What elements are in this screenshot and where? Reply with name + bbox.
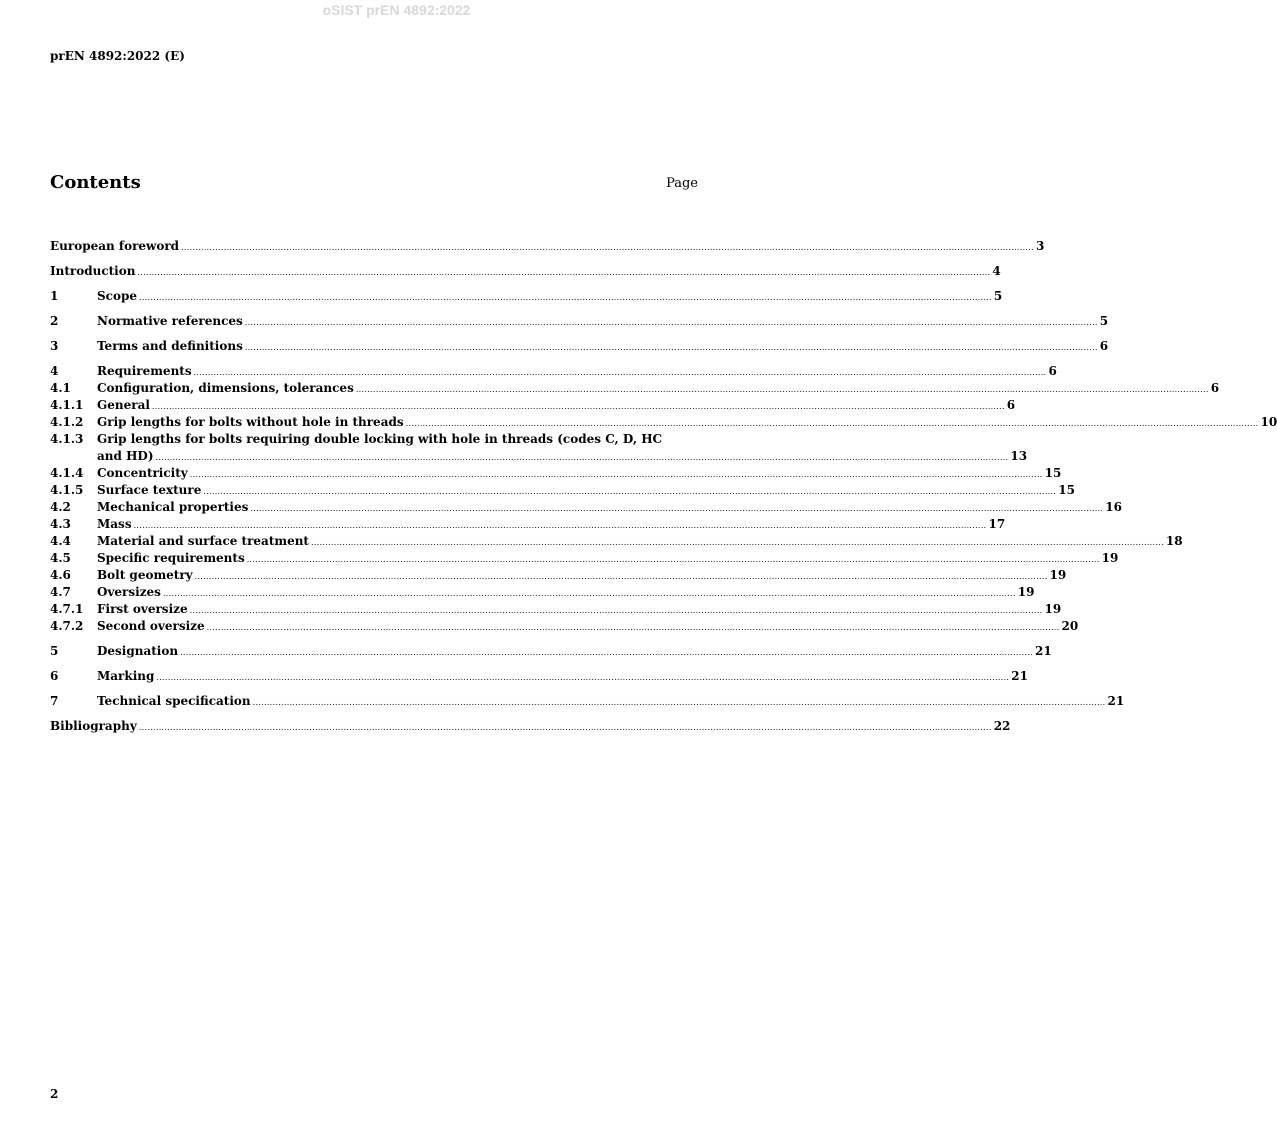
watermark: oSIST prEN 4892:2022 (322, 2, 471, 18)
toc-entry-page: 19 (1044, 602, 1062, 616)
toc-entry-number: 4.1.1 (50, 398, 84, 412)
toc-entry-number: 4.7 (50, 585, 71, 599)
toc-entry-page: 21 (1011, 669, 1028, 683)
toc-entry-label: Normative references (97, 314, 243, 328)
toc-entry-label: Configuration, dimensions, tolerances (97, 381, 354, 395)
toc-leader-dots: ............................................................................................................................................................................................................................................................................................................ (189, 606, 1043, 615)
toc-entry-label: Bibliography (50, 719, 137, 733)
toc-entry-page: 5 (1099, 314, 1109, 328)
toc-entry-page: 19 (1049, 568, 1067, 582)
toc-entry-page: 13 (1010, 449, 1028, 463)
toc-entry-label: Terms and definitions (97, 339, 243, 353)
toc-entry-number: 1 (50, 289, 59, 303)
toc-leader-dots: ............................................................................................................................................................................................................................................................................................................ (194, 572, 1048, 581)
toc-entry-label: Oversizes (97, 585, 161, 599)
toc-leader-dots: ............................................................................................................................................................................................................................................................................................................ (252, 698, 1106, 707)
toc-leader-dots: ............................................................................................................................................................................................................................................................................................................ (206, 623, 1060, 632)
toc-leader-dots: ............................................................................................................................................................................................................................................................................................................ (155, 453, 1009, 462)
toc-entry-label: Material and surface treatment (97, 534, 309, 548)
toc-entry-number: 4.1.5 (50, 483, 84, 497)
toc-entry[interactable] (50, 380, 1220, 397)
toc-entry-label: Designation (97, 644, 179, 658)
toc-leader-dots: ............................................................................................................................................................................................................................................................................................................ (244, 318, 1098, 327)
toc-entry-label: Mechanical properties (97, 500, 249, 514)
toc-entry-page: 19 (1101, 551, 1119, 565)
toc-leader-dots: ............................................................................................................................................................................................................................................................................................................ (355, 385, 1209, 394)
toc-entry-label: Concentricity (97, 466, 188, 480)
toc-entry-label: European foreword (50, 239, 180, 253)
toc-entry[interactable] (50, 363, 1057, 380)
toc-entry[interactable] (50, 482, 1075, 499)
toc-entry-label: Introduction (50, 264, 136, 278)
toc-leader-dots: ............................................................................................................................................................................................................................................................................................................ (181, 243, 1034, 252)
toc-entry-number: 4.7.1 (50, 602, 84, 616)
toc-entry[interactable] (50, 465, 1062, 482)
toc-entry-label: Grip lengths for bolts without hole in threads (97, 415, 404, 429)
toc-entry-label: Technical specification (97, 694, 251, 708)
toc-leader-dots: ............................................................................................................................................................................................................................................................................................................ (137, 268, 991, 277)
toc-entry-number: 4.1.4 (50, 466, 84, 480)
toc-entry-page: 6 (1099, 339, 1109, 353)
toc-entry-page: 22 (993, 719, 1011, 733)
toc-entry[interactable] (50, 288, 1003, 305)
toc-entry-label: Specific requirements (97, 551, 245, 565)
toc-leader-dots: ............................................................................................................................................................................................................................................................................................................ (180, 648, 1033, 657)
toc-leader-dots: ............................................................................................................................................................................................................................................................................................................ (246, 555, 1100, 564)
toc-entry[interactable] (50, 584, 1035, 601)
toc-entry[interactable] (50, 718, 1011, 735)
toc-entry[interactable] (50, 338, 1109, 355)
toc-entry-page: 4 (992, 264, 1001, 278)
toc-entry-page: 3 (1035, 239, 1045, 253)
toc-entry-label: Surface texture (97, 483, 202, 497)
toc-entry-number: 6 (50, 669, 59, 683)
toc-entry-number: 4.1.2 (50, 415, 84, 429)
toc-leader-dots: ............................................................................................................................................................................................................................................................................................................ (193, 368, 1047, 377)
toc-leader-dots: ............................................................................................................................................................................................................................................................................................................ (151, 402, 1005, 411)
toc-entry-page: 19 (1017, 585, 1035, 599)
toc-leader-dots: ............................................................................................................................................................................................................................................................................................................ (405, 419, 1259, 428)
toc-entry-label: First oversize (97, 602, 188, 616)
toc-entry[interactable] (50, 567, 1067, 584)
toc-entry[interactable] (50, 668, 1028, 685)
toc-leader-dots: ............................................................................................................................................................................................................................................................................................................ (244, 343, 1098, 352)
toc-entry-page: 15 (1058, 483, 1075, 497)
toc-leader-dots: ............................................................................................................................................................................................................................................................................................................ (133, 521, 987, 530)
toc-entry[interactable] (50, 550, 1119, 567)
toc-entry[interactable] (50, 516, 1006, 533)
toc-entry[interactable] (50, 601, 1062, 618)
toc-entry-page: 21 (1107, 694, 1125, 708)
toc-entry-page: 20 (1061, 619, 1079, 633)
toc-entry-number: 7 (50, 694, 59, 708)
toc-entry-number: 3 (50, 339, 59, 353)
toc-entry-number: 4.1.3 (50, 432, 84, 446)
toc-entry-page: 16 (1105, 500, 1122, 514)
toc-entry-number: 2 (50, 314, 59, 328)
toc-entry-number: 4.6 (50, 568, 71, 582)
page-number: 2 (50, 1087, 59, 1101)
toc-leader-dots: ............................................................................................................................................................................................................................................................................................................ (156, 673, 1010, 682)
toc-entry[interactable] (50, 693, 1125, 710)
toc-entry-page: 21 (1034, 644, 1052, 658)
toc-entry-label: Second oversize (97, 619, 205, 633)
toc-entry-page: 10 (1260, 415, 1277, 429)
document-id: prEN 4892:2022 (E) (50, 49, 185, 63)
toc-entry-number: 4.7.2 (50, 619, 84, 633)
toc-entry-label: Marking (97, 669, 155, 683)
toc-entry-page: 15 (1044, 466, 1062, 480)
toc-leader-dots: ............................................................................................................................................................................................................................................................................................................ (139, 293, 992, 302)
toc-entry[interactable] (50, 499, 1122, 516)
toc-entry-page: 6 (1210, 381, 1220, 395)
toc-entry[interactable] (50, 238, 1045, 255)
toc-entry-page: 18 (1165, 534, 1183, 548)
toc-entry-label: Scope (97, 289, 138, 303)
toc-entry-label: Bolt geometry (97, 568, 193, 582)
toc-entry-number: 4.2 (50, 500, 71, 514)
toc-leader-dots: ............................................................................................................................................................................................................................................................................................................ (310, 538, 1164, 547)
toc-entry[interactable] (50, 414, 1277, 431)
contents-title: Contents (50, 172, 141, 193)
toc-entry-label: General (97, 398, 150, 412)
toc-leader-dots: ............................................................................................................................................................................................................................................................................................................ (138, 723, 992, 732)
toc-entry-number: 4.3 (50, 517, 71, 531)
toc-entry[interactable] (50, 431, 1028, 465)
toc-leader-dots: ............................................................................................................................................................................................................................................................................................................ (189, 470, 1043, 479)
toc-entry-number: 5 (50, 644, 59, 658)
toc-leader-dots: ............................................................................................................................................................................................................................................................................................................ (250, 504, 1104, 513)
toc-entry-number: 4 (50, 364, 59, 378)
toc-entry-label: Grip lengths for bolts requiring double locking with hole in threads (codes C, D, HC (97, 432, 663, 446)
toc-leader-dots: ............................................................................................................................................................................................................................................................................................................ (162, 589, 1016, 598)
toc-entry[interactable] (50, 313, 1109, 330)
toc-entry-label: Requirements (97, 364, 192, 378)
toc-entry-page: 6 (1006, 398, 1016, 412)
toc-entry-number: 4.4 (50, 534, 71, 548)
toc-entry[interactable] (50, 643, 1052, 660)
toc-entry[interactable] (50, 618, 1079, 635)
toc-entry-number: 4.1 (50, 381, 71, 395)
toc-entry[interactable] (50, 263, 1001, 280)
toc-entry-label: Mass (97, 517, 132, 531)
toc-entry-number: 4.5 (50, 551, 71, 565)
table-of-contents (50, 238, 1277, 735)
page-column-header: Page (666, 176, 698, 191)
toc-entry-label-continued: and HD) (97, 449, 154, 463)
toc-entry-page: 6 (1048, 364, 1057, 378)
toc-entry-page: 5 (993, 289, 1003, 303)
toc-entry-page: 17 (988, 517, 1006, 531)
toc-leader-dots: ............................................................................................................................................................................................................................................................................................................ (203, 487, 1057, 496)
toc-entry[interactable] (50, 397, 1016, 414)
toc-entry[interactable] (50, 533, 1183, 550)
